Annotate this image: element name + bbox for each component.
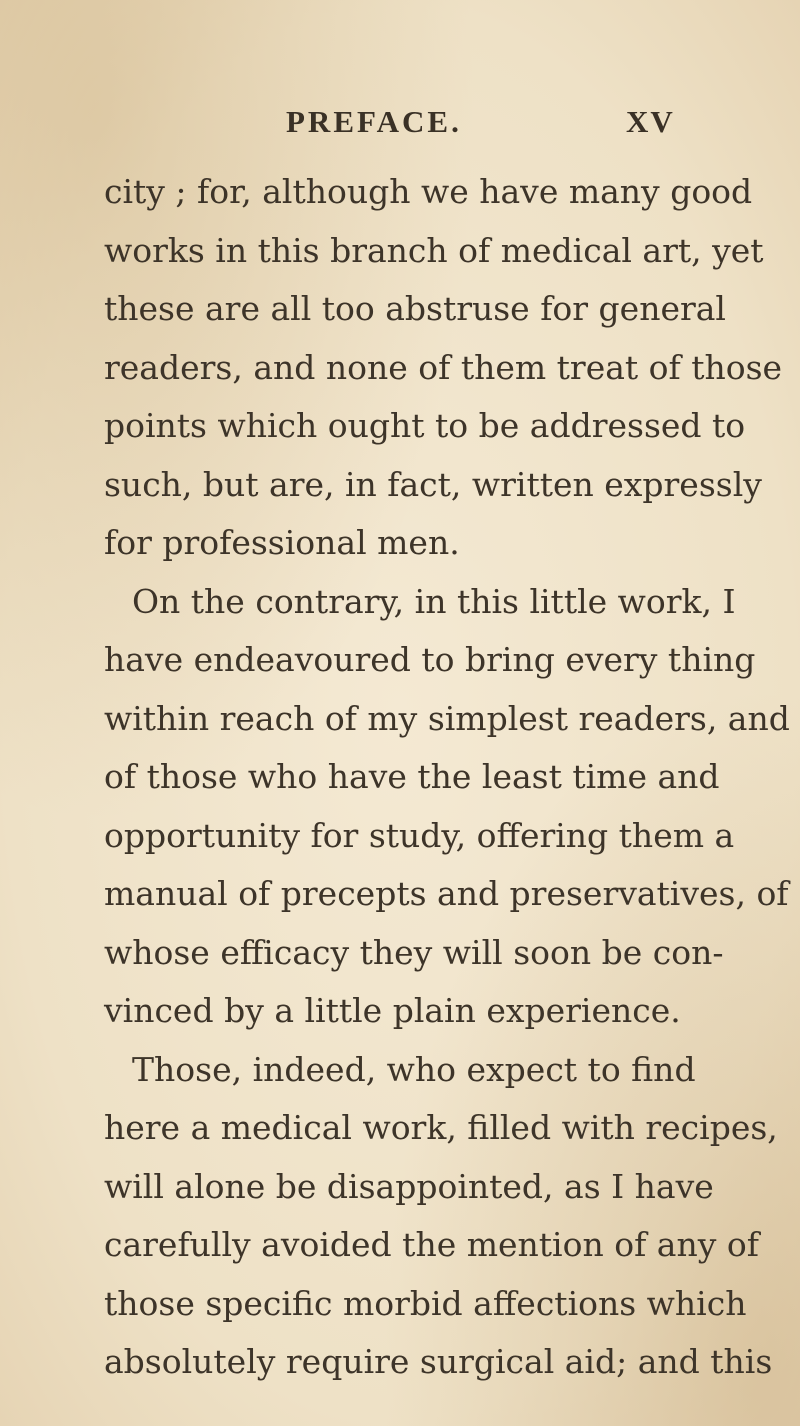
- text-line: manual of precepts and preservatives, of: [104, 874, 789, 913]
- text-line: here a medical work, filled with recipes,: [104, 1108, 778, 1147]
- text-line: vinced by a little plain experience.: [104, 991, 681, 1030]
- page-header: [0, 104, 800, 154]
- text-line: for professional men.: [104, 523, 460, 562]
- text-line: city ; for, although we have many good: [104, 172, 753, 211]
- text-line: those specific morbid affections which: [104, 1283, 747, 1323]
- text-line: readers, and none of them treat of those: [104, 347, 783, 387]
- paragraph-start-line: On the contrary, in this little work, I: [132, 581, 736, 621]
- text-line: will alone be disappointed, as I have: [104, 1166, 714, 1206]
- text-line: opportunity for study, offering them a: [104, 815, 735, 855]
- text-line: have endeavoured to bring every thing: [104, 640, 756, 679]
- text-line: carefully avoided the mention of any of: [104, 1225, 759, 1264]
- text-line: whose efficacy they will soon be con-: [104, 932, 724, 972]
- page-number: XV: [626, 104, 675, 139]
- running-title: PREFACE.: [286, 104, 462, 139]
- text-line: these are all too abstruse for general: [104, 289, 726, 328]
- text-line: within reach of my simplest readers, and: [104, 698, 790, 738]
- text-line: works in this branch of medical art, yet: [104, 230, 764, 270]
- text-line: points which ought to be addressed to: [104, 406, 746, 445]
- text-line: absolutely require surgical aid; and this: [104, 1342, 773, 1381]
- text-line: of those who have the least time and: [104, 757, 720, 796]
- paragraph-start-line: Those, indeed, who expect to find: [132, 1049, 696, 1089]
- text-line: such, but are, in fact, written expressly: [104, 464, 762, 504]
